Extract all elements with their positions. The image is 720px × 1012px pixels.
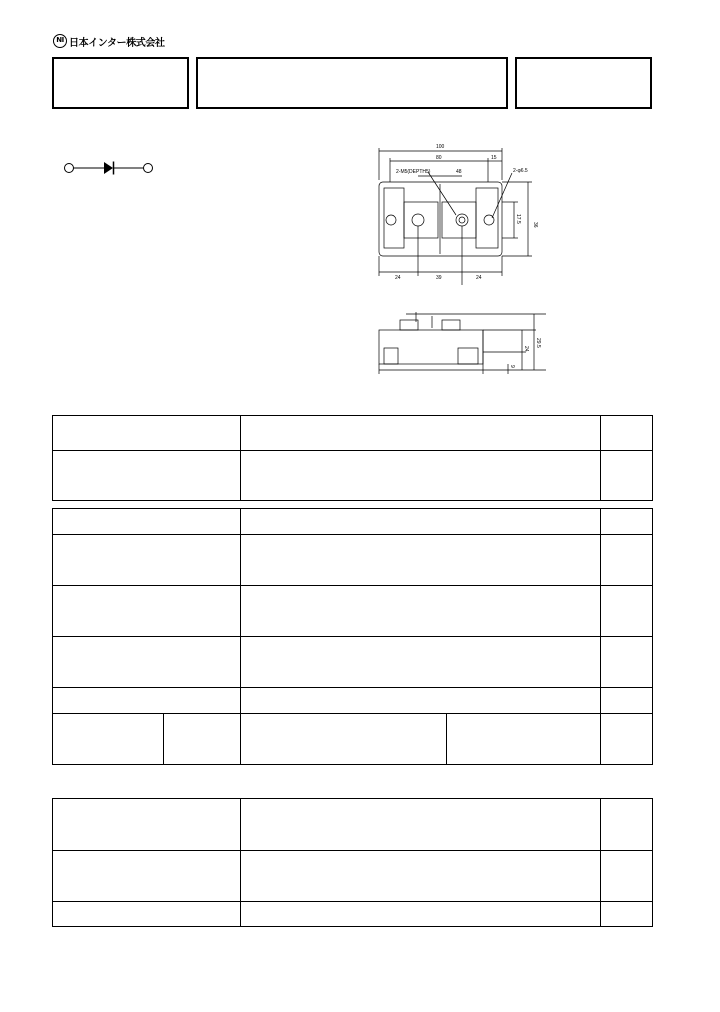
outline-side-view	[376, 308, 551, 380]
max-ratings-table	[52, 415, 653, 501]
table-row-divider	[53, 534, 652, 535]
dim-width-inner: 17.5	[515, 214, 521, 224]
table-col-divider	[600, 799, 601, 926]
table-row-divider	[53, 636, 652, 637]
table-col-divider	[240, 509, 241, 764]
company-name: 日本インター株式会社	[69, 37, 165, 49]
part-number-box	[52, 57, 189, 109]
dim-height-part: 24	[523, 346, 529, 352]
table-col-divider	[446, 713, 447, 764]
table-row-divider	[53, 850, 652, 851]
diode-triangle-icon	[104, 162, 113, 174]
dim-overall-length: 100	[436, 144, 445, 150]
outline-top-view	[368, 140, 548, 285]
table-row-divider	[53, 713, 652, 714]
dim-pitch-80: 80	[436, 155, 442, 161]
dim-end-15: 15	[491, 155, 497, 161]
dim-height-total: 29.5	[535, 338, 541, 348]
table-col-divider	[240, 416, 241, 500]
dim-screw-spec: 2-M5(DEPTH5)	[396, 169, 431, 175]
dim-base-thickness: 9	[509, 365, 515, 368]
dim-hole-spec: 2-φ6.5	[513, 168, 528, 174]
thermal-mechanical-table	[52, 798, 653, 927]
table-row-divider	[53, 901, 652, 902]
dim-bottom-mid: 39	[436, 275, 442, 281]
diode-symbol	[60, 158, 160, 178]
product-title-box	[196, 57, 508, 109]
logo-mark: NI	[53, 34, 67, 48]
dim-bottom-left: 24	[395, 275, 401, 281]
dim-width-total: 36	[532, 222, 538, 228]
company-logo	[53, 34, 165, 48]
anode-terminal-icon	[65, 164, 74, 173]
dim-bottom-right: 24	[476, 275, 482, 281]
table-col-divider	[600, 509, 601, 764]
cathode-terminal-icon	[144, 164, 153, 173]
table-row-divider	[53, 450, 652, 451]
rating-box	[515, 57, 652, 109]
table-col-divider	[163, 713, 164, 764]
table-row-divider	[53, 585, 652, 586]
dim-center-pitch: 48	[456, 169, 462, 175]
table-col-divider	[240, 799, 241, 926]
table-row-divider	[53, 687, 652, 688]
electrical-characteristics-table	[52, 508, 653, 765]
table-col-divider	[600, 416, 601, 500]
